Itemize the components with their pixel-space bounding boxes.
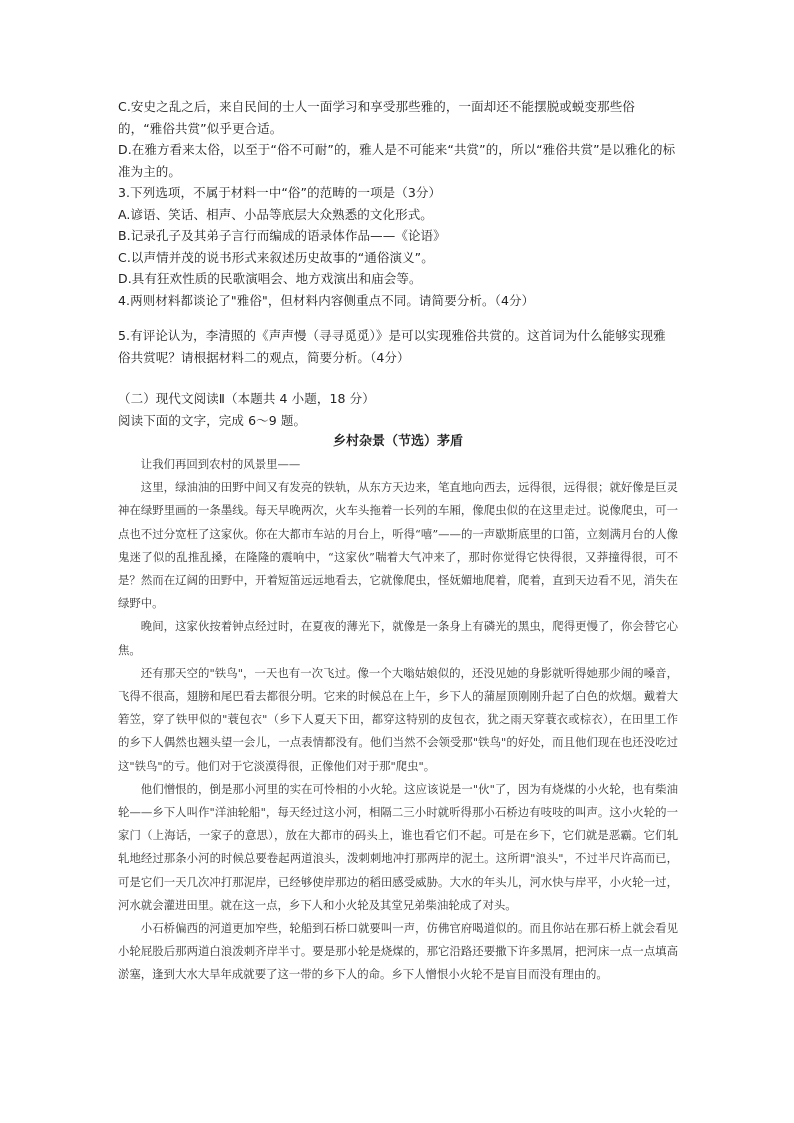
question-3-option-d: D.具有狂欢性质的民歌演唱会、地方戏演出和庙会等。 [118, 271, 422, 286]
question-4: 4.两则材料都谈论了"雅俗"，但材料内容侧重点不同。请简要分析。（4分） [118, 292, 535, 308]
question-3-stem: 3.下列选项，不属于材料一中“俗”的范畴的一项是（3分） [118, 185, 442, 200]
passage-paragraph: 还有那天空的"铁鸟"，一天也有一次飞过。像一个大嗡姑娘似的，还没见她的身影就听得她那少闹的嗓音，飞得不很高，翅膀和尾巴看去都很分明。它来的时候总在上午，乡下人的蒲屋顶刚刚升起了白色的炊烟。戴着大箬笠，穿了铁甲似的"蓑包衣"（乡下人夏天下田，都穿这特别的皮包衣，犹之雨天穿蓑衣或棕衣），在田里工作的乡下人偶然也翘头望一会儿，一点表情都没有。他们当然不会领受那"铁鸟"的好处，而且他们现在也还没吃过这"铁鸟"的亏。他们对于它淡漠得很，正像他们对于那"爬虫"。 [118, 665, 678, 773]
passage-paragraph: 这里，绿油油的田野中间又有发亮的铁轨，从东方天边来，笔直地向西去，远得很，远得很；就好像是巨灵神在绿野里画的一条墨线。每天早晚两次，火车头拖着一长列的车厢，像爬虫似的在这里走过。说像爬虫，可一点也不过分宽枉了这家伙。你在大都市车站的月台上，听得“嘻”——的一声歇斯底里的口笛，立刻满月台的人像鬼迷了似的乱推乱搡，在隆隆的震响中，“这家伙”喘着大气冲来了，那时你觉得它快得很，又莽撞得很，可不是？然而在辽阔的田野中，开着短笛远远地看去，它就像爬虫，怪妩媚地爬着，爬着，直到天边看不见，消失在绿野中。 [118, 480, 678, 611]
section-instruction: 阅读下面的文字，完成 6～9 题。 [118, 412, 307, 428]
passage-paragraph: 小石桥偏西的河道更加窄些，轮船到石桥口就要叫一声，仿佛官府喝道似的。而且你站在那石桥上就会看见小轮屁股后那两道白浪泼刺齐岸半寸。要是那小轮是烧煤的，那它沿路还要撒下许多黑屑，把河床一点一点填高淤塞，逢到大水大旱年成就要了这一带的乡下人的命。乡下人憎恨小火轮不是盲目而没有理由的。 [118, 921, 678, 982]
passage-title: 乡村杂景（节选）茅盾 [332, 434, 463, 449]
passage-paragraph: 他们憎恨的，倒是那小河里的实在可怜相的小火轮。这应该说是一"伙"了，因为有烧煤的小火轮，也有柴油轮——乡下人叫作"洋油轮船"，每天经过这小河，相隔二三小时就听得那小石桥边有吱吱的叫声。这小火轮的一家门（上海话，一家子的意思），放在大都市的码头上，谁也看它们不起。可是在乡下，它们就是恶霸。它们轧轧地经过那条小河的时候总要卷起两道浪头，泼刺刺地冲打那两岸的泥土。这所谓"浪头"，不过半尺许高而已，可是它们一天几次冲打那泥岸，已经够使岸那边的稻田感受威胁。大水的年头儿，河水快与岸平，小火轮一过，河水就会灌进田里。就在这一点，乡下人和小火轮及其堂兄弟柴油轮成了对头。 [118, 781, 678, 912]
question-3-option-c: C.以声情并茂的说书形式来叙述历史故事的“通俗演义”。 [118, 249, 434, 265]
question-3-option-b: B.记录孔子及其弟子言行而编成的语录体作品——《论语》 [118, 228, 446, 243]
option-d: D.在雅方看来太俗，以至于“俗不可耐”的，雅人是不可能来“共赏”的，所以“雅俗共赏”是以雅化的标准为主的。 [118, 142, 676, 179]
option-c: C.安史之乱之后，来自民间的士人一面学习和享受那些雅的，一面却还不能摆脱或蜕变那些俗的，“雅俗共赏”似乎更合适。 [118, 99, 635, 136]
passage-paragraph: 晚间，这家伙按着钟点经过时，在夏夜的薄光下，就像是一条身上有磷光的黑虫，爬得更慢了，你会替它心焦。 [118, 619, 678, 657]
question-3-option-a: A.谚语、笑话、相声、小品等底层大众熟悉的文化形式。 [118, 206, 433, 222]
passage-paragraph: 让我们再回到农村的风景里—— [140, 457, 301, 471]
section-heading: （二）现代文阅读Ⅱ（本题共 4 小题，18 分） [118, 391, 375, 406]
exam-page [118, 96, 678, 987]
question-5: 5.有评论认为，李清照的《声声慢（寻寻觅觅）》是可以实现雅俗共赏的。这首词为什么能够实现雅俗共赏呢？请根据材料二的观点，简要分析。（4分） [118, 328, 666, 365]
